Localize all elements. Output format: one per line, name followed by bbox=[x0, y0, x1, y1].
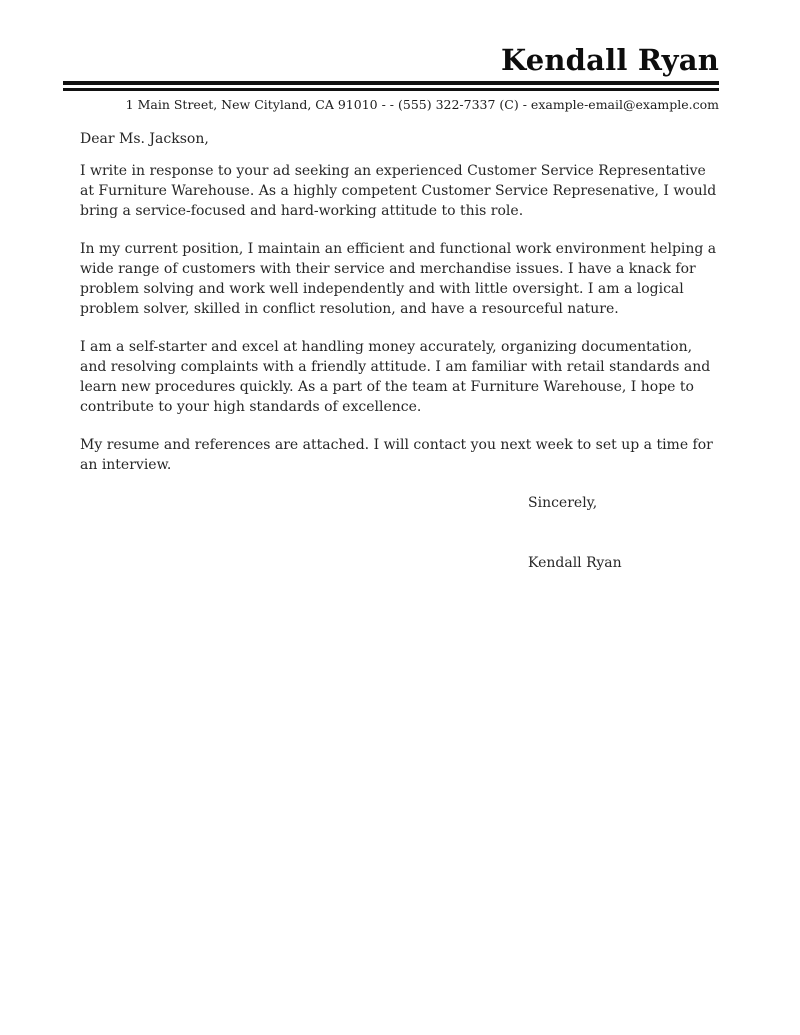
closing-sincerely: Sincerely, bbox=[528, 495, 598, 512]
header-divider-rule bbox=[63, 81, 719, 91]
letter-body bbox=[0, 114, 800, 573]
contact-info-line: 1 Main Street, New Cityland, CA 91010 - - (555) 322-7337 (C) - example-email@example.com bbox=[125, 97, 719, 113]
paragraph-current-position: In my current position, I maintain an efficient and functional work environment helping a wide range of customers with their service and merchandise issues. I have a knack for problem solving and work well independently and with little oversight. I am a logical problem solver, skilled in conflict resolution, and have a resourceful nature. bbox=[80, 241, 717, 318]
paragraph-intro: I write in response to your ad seeking an experienced Customer Service Representative at Furniture Warehouse. As a highly competent Customer Service Represenative, I would bring a service-focused and hard-working attitude to this role. bbox=[80, 163, 717, 220]
signature-name: Kendall Ryan bbox=[528, 555, 622, 572]
closing-block bbox=[528, 493, 720, 573]
paragraph-skills: I am a self-starter and excel at handling money accurately, organizing documentation, and resolving complaints with a friendly attitude. I am familiar with retail standards and learn new procedures quickly. As a part of the team at Furniture Warehouse, I hope to contribute to your high standards of excellence. bbox=[80, 339, 711, 416]
salutation: Dear Ms. Jackson, bbox=[80, 131, 209, 148]
letter-header bbox=[0, 0, 800, 114]
applicant-name-heading: Kendall Ryan bbox=[500, 43, 719, 77]
paragraph-follow-up: My resume and references are attached. I will contact you next week to set up a time for an interview. bbox=[80, 437, 713, 474]
